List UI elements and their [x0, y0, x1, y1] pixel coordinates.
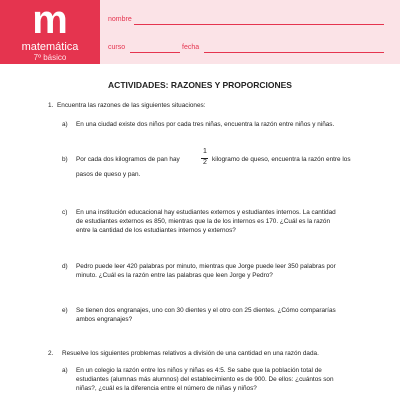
item-text-line: de estudiantes externos es 850, mientras que la de los internos es 170. ¿Cuál es la razón [76, 218, 330, 225]
item-letter: e) [62, 307, 68, 314]
item-text-line: En una institución educacional hay estudiantes externos y estudiantes internos. La cantidad [76, 209, 336, 216]
item-text-line: niñas?, ¿cuál es la diferencia entre el número de niñas y niños? [76, 385, 257, 392]
item-text-line: Se tienen dos engranajes, uno con 30 dientes y el otro con 25 dientes. ¿Cómo compararías [76, 307, 336, 314]
item-text-line: minuto. ¿Cuál es la razón entre las palabras que leen Jorge y Pedro? [76, 272, 273, 279]
logo-letter: m [32, 0, 68, 42]
date-label: fecha [182, 44, 200, 51]
name-label: nombre [108, 16, 132, 23]
item-text-line: Pedro puede leer 420 palabras por minuto, mientras que Jorge puede leer 350 palabras por [76, 263, 336, 270]
header-band [100, 0, 400, 64]
item-text-line: pasos de queso y pan. [76, 171, 141, 178]
logo-grade: 7º básico [33, 53, 67, 62]
subject-logo [0, 0, 100, 64]
item-text-line: En un colegio la razón entre los niños y niñas es 4:5. Se sabe que la población total de [76, 367, 322, 374]
item-text-line: ambos engranajes? [76, 316, 133, 323]
section2-number: 2. [48, 350, 54, 357]
item-letter: a) [62, 121, 68, 128]
section2-heading: Resuelve los siguientes problemas relativos a división de una cantidad en una razón dada. [62, 350, 319, 357]
item-text-line: Por cada dos kilogramos de pan hay [76, 156, 180, 163]
item-text-line: kilogramo de queso, encuentra la razón entre los [212, 156, 351, 163]
logo-subject: matemática [21, 41, 79, 53]
section1-heading: Encuentra las razones de las siguientes situaciones: [57, 102, 206, 109]
page-title: ACTIVIDADES: RAZONES Y PROPORCIONES [108, 80, 292, 90]
section1-number: 1. [48, 102, 54, 109]
item-letter: a) [62, 367, 68, 374]
item-letter: b) [62, 156, 68, 163]
fraction-numerator: 1 [203, 148, 207, 155]
name-line [134, 24, 384, 25]
item-text-line: entre la cantidad de los estudiantes internos y externos? [76, 227, 236, 234]
fraction-denominator: 2 [203, 159, 207, 166]
course-line [130, 52, 180, 53]
course-label: curso [108, 44, 126, 51]
item-letter: d) [62, 263, 68, 270]
item-text-line: En una ciudad existe dos niños por cada tres niñas, encuentra la razón entre niños y niñas. [76, 121, 335, 128]
item-letter: c) [62, 209, 68, 216]
item-text-line: estudiantes (alumnas más alumnos) del establecimiento es de 900. De ellos: ¿cuántos son [76, 376, 334, 383]
date-line [204, 52, 384, 53]
